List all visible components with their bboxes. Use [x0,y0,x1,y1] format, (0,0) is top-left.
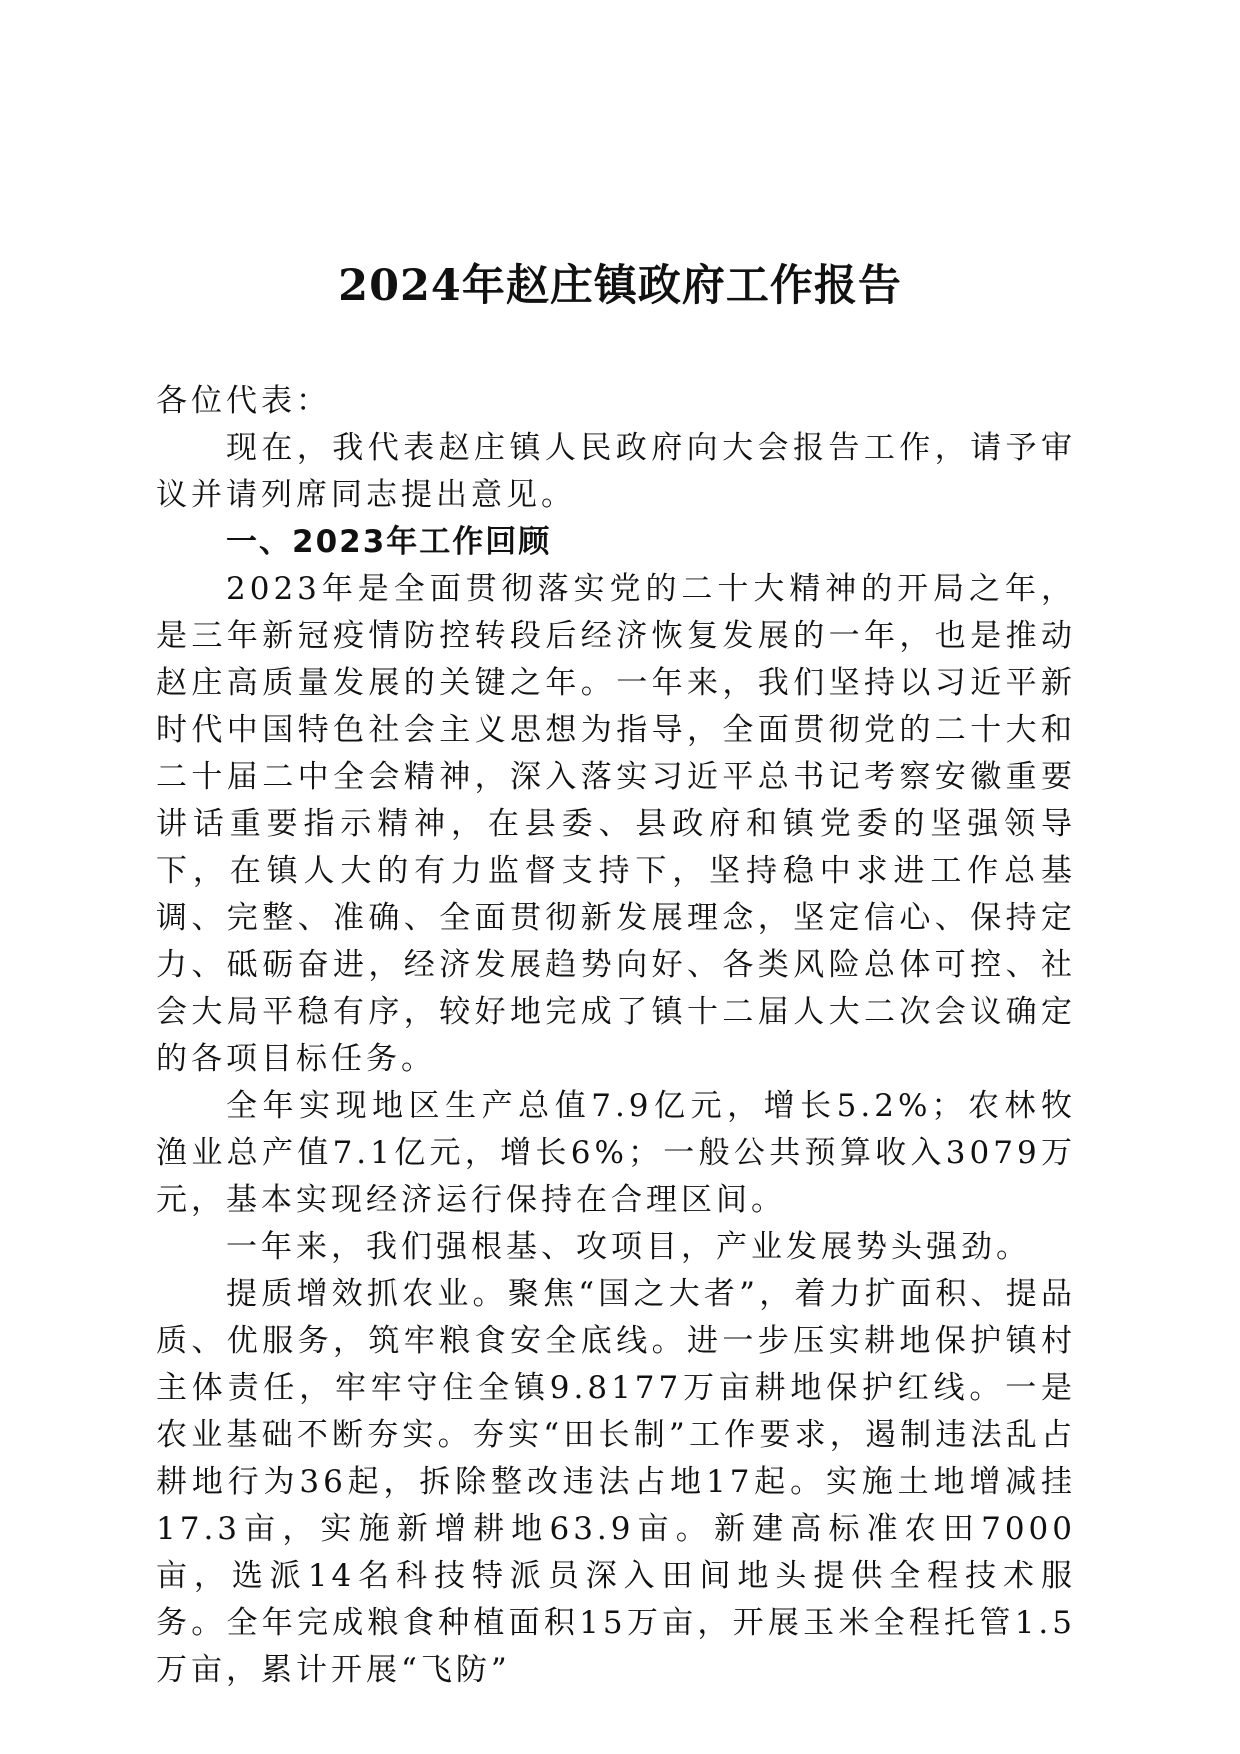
section-heading: 一、2023年工作回顾 [226,524,552,560]
document-body [156,378,1076,1694]
document-title: 2024年赵庄镇政府工作报告 [338,261,902,311]
economic-indicators-paragraph: 全年实现地区生产总值7.9亿元，增长5.2%；农林牧渔业总产值7.1亿元，增长6%；一般公共预算收入3079万元，基本实现经济运行保持在合理区间。 [156,1088,1076,1218]
opening-paragraph: 现在，我代表赵庄镇人民政府向大会报告工作，请予审议并请列席同志提出意见。 [156,430,1076,513]
salutation: 各位代表： [156,383,331,419]
agriculture-paragraph: 提质增效抓农业。聚焦“国之大者”，着力扩面积、提品质、优服务，筑牢粮食安全底线。进一步压实耕地保护镇村主体责任，牢牢守住全镇9.8177万亩耕地保护红线。一是农业基础不断夯实。夯实“田长制”工作要求，遏制违法乱占耕地行为36起，拆除整改违法占地17起。实施土地增减挂17.3亩，实施新增耕地63.9亩。新建高标准农田7000亩，选派14名科技特派员深入田间地头提供全程技术服务。全年完成粮食种植面积15万亩，开展玉米全程托管1.5万亩，累计开展“飞防” [156,1276,1076,1688]
industry-summary-paragraph: 一年来，我们强根基、攻项目，产业发展势头强劲。 [226,1229,1031,1265]
overview-paragraph: 2023年是全面贯彻落实党的二十大精神的开局之年，是三年新冠疫情防控转段后经济恢复发展的一年，也是推动赵庄高质量发展的关键之年。一年来，我们坚持以习近平新时代中国特色社会主义思想为指导，全面贯彻党的二十大和二十届二中全会精神，深入落实习近平总书记考察安徽重要讲话重要指示精神，在县委、县政府和镇党委的坚强领导下，在镇人大的有力监督支持下，坚持稳中求进工作总基调、完整、准确、全面贯彻新发展理念，坚定信心、保持定力、砥砺奋进，经济发展趋势向好、各类风险总体可控、社会大局平稳有序，较好地完成了镇十二届人大二次会议确定的各项目标任务。 [156,571,1076,1077]
